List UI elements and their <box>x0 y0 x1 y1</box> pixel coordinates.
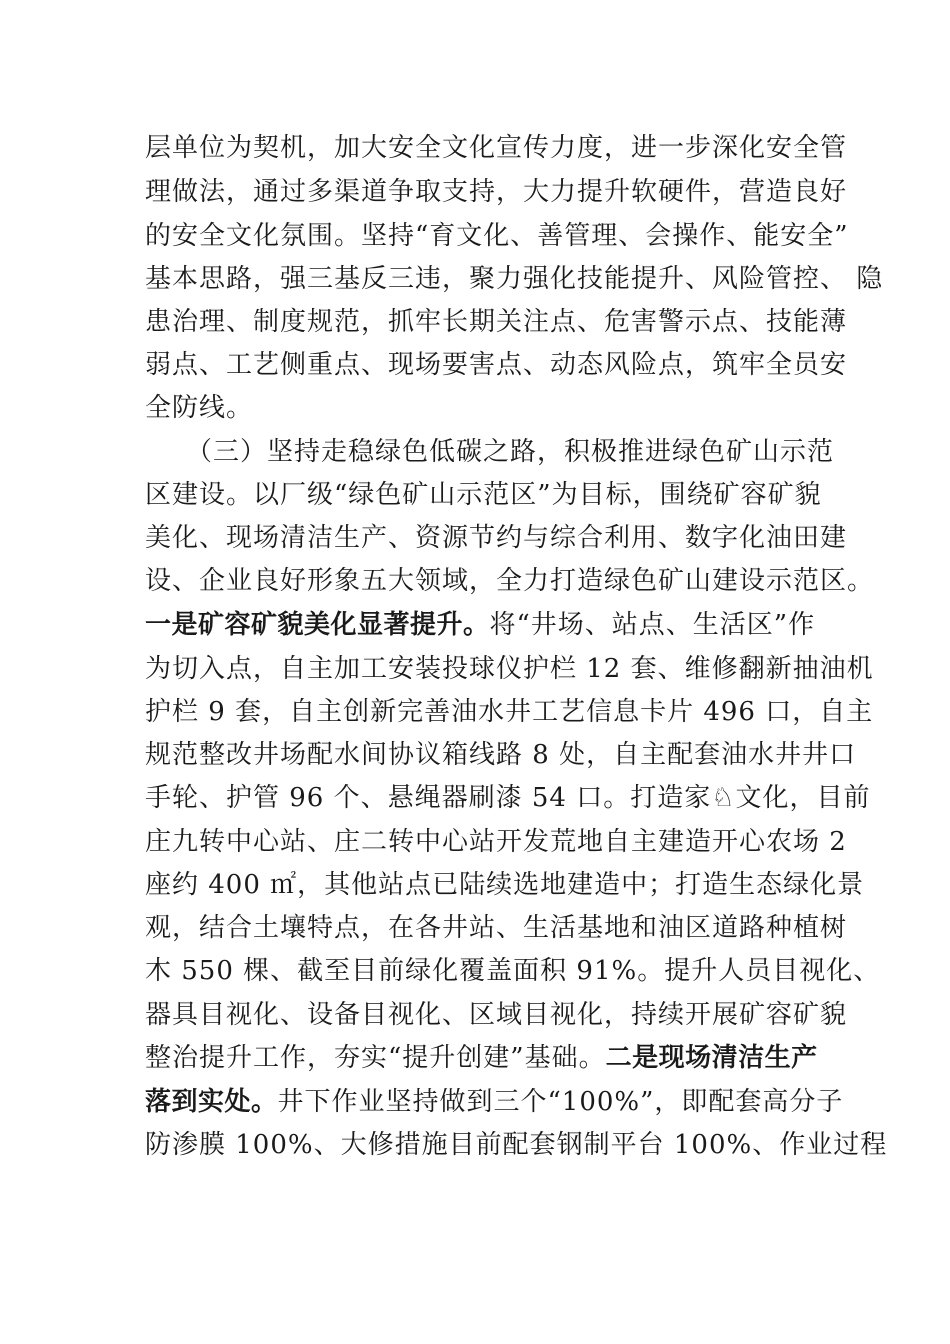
text-line <box>145 1080 844 1124</box>
text-line <box>145 170 848 214</box>
line-text: 设、企业良好形象五大领域，全力打造绿色矿山建设示范区。 <box>145 566 875 596</box>
text-line <box>145 559 875 603</box>
bold-heading: 一是矿容矿貌美化显著提升。 <box>145 610 490 640</box>
line-text: 理做法，通过多渠道争取支持，大力提升软硬件，营造良好 <box>145 177 848 207</box>
text-line <box>145 776 871 820</box>
bold-heading: 二是现场清洁生产 <box>605 1043 818 1073</box>
text-line <box>145 906 848 950</box>
text-line <box>145 647 874 691</box>
text-line <box>145 214 849 258</box>
text-line <box>145 993 848 1037</box>
bold-heading: 落到实处。 <box>145 1087 278 1117</box>
line-text: 规范整改井场配水间协议箱线路 8 处，自主配套油水井井口 <box>145 740 857 770</box>
line-text: 层单位为契机，加大安全文化宣传力度，进一步深化安全管 <box>145 133 848 163</box>
line-text: 基本思路，强三基反三违，聚力强化技能提升、风险管控、 隐 <box>145 264 884 294</box>
text-line <box>145 820 847 864</box>
text-line <box>145 603 825 647</box>
text-line <box>145 473 825 517</box>
text-line <box>145 516 848 560</box>
line-text: 弱点、工艺侧重点、现场要害点、动态风险点，筑牢全员安 <box>145 350 848 380</box>
line-text: 整治提升工作，夯实“提升创建”基础。 <box>145 1043 606 1073</box>
line-text: 井下作业坚持做到三个“100%”，即配套高分子 <box>277 1087 844 1117</box>
text-line <box>145 126 848 170</box>
line-text: 观，结合土壤特点，在各井站、生活基地和油区道路种植树 <box>145 913 848 943</box>
line-text: 的安全文化氛围。坚持“育文化、善管理、会操作、能安全” <box>145 221 849 251</box>
text-line <box>145 257 884 301</box>
line-text: 庄九转中心站、庄二转中心站开发荒地自主建造开心农场 2 <box>145 827 847 857</box>
line-text: 手轮、护管 96 个、悬绳器刷漆 54 口。打造家♘文化，目前 <box>145 783 871 813</box>
text-line <box>145 300 848 344</box>
text-line <box>145 386 825 430</box>
text-line <box>145 690 874 734</box>
text-line <box>145 1036 825 1080</box>
line-text: （三）坚持走稳绿色低碳之路，积极推进绿色矿山示范 <box>145 437 835 467</box>
text-line <box>145 863 865 907</box>
line-text: 护栏 9 套，自主创新完善油水井工艺信息卡片 496 口，自主 <box>145 697 874 727</box>
line-text: 美化、现场清洁生产、资源节约与综合利用、数字化油田建 <box>145 523 848 553</box>
text-line <box>145 949 881 993</box>
text-line <box>145 430 835 474</box>
line-text: 为切入点，自主加工安装投球仪护栏 12 套、维修翻新抽油机 <box>145 654 874 684</box>
text-line <box>145 733 857 777</box>
line-text: 全防线。 <box>145 393 254 423</box>
line-text: 器具目视化、设备目视化、区域目视化，持续开展矿容矿貌 <box>145 1000 848 1030</box>
line-text: 木 550 棵、截至目前绿化覆盖面积 91%。提升人员目视化、 <box>145 956 881 986</box>
line-text: 患治理、制度规范，抓牢长期关注点、危害警示点、技能薄 <box>145 307 848 337</box>
text-line <box>145 343 848 387</box>
line-text: 座约 400 ㎡，其他站点已陆续选地建造中；打造生态绿化景 <box>145 870 865 900</box>
line-text: 将“井场、站点、生活区”作 <box>489 610 816 640</box>
text-line <box>145 1123 888 1167</box>
line-text: 区建设。以厂级“绿色矿山示范区”为目标，围绕矿容矿貌 <box>145 480 822 510</box>
line-text: 防渗膜 100%、大修措施目前配套钢制平台 100%、作业过程 <box>145 1130 888 1160</box>
